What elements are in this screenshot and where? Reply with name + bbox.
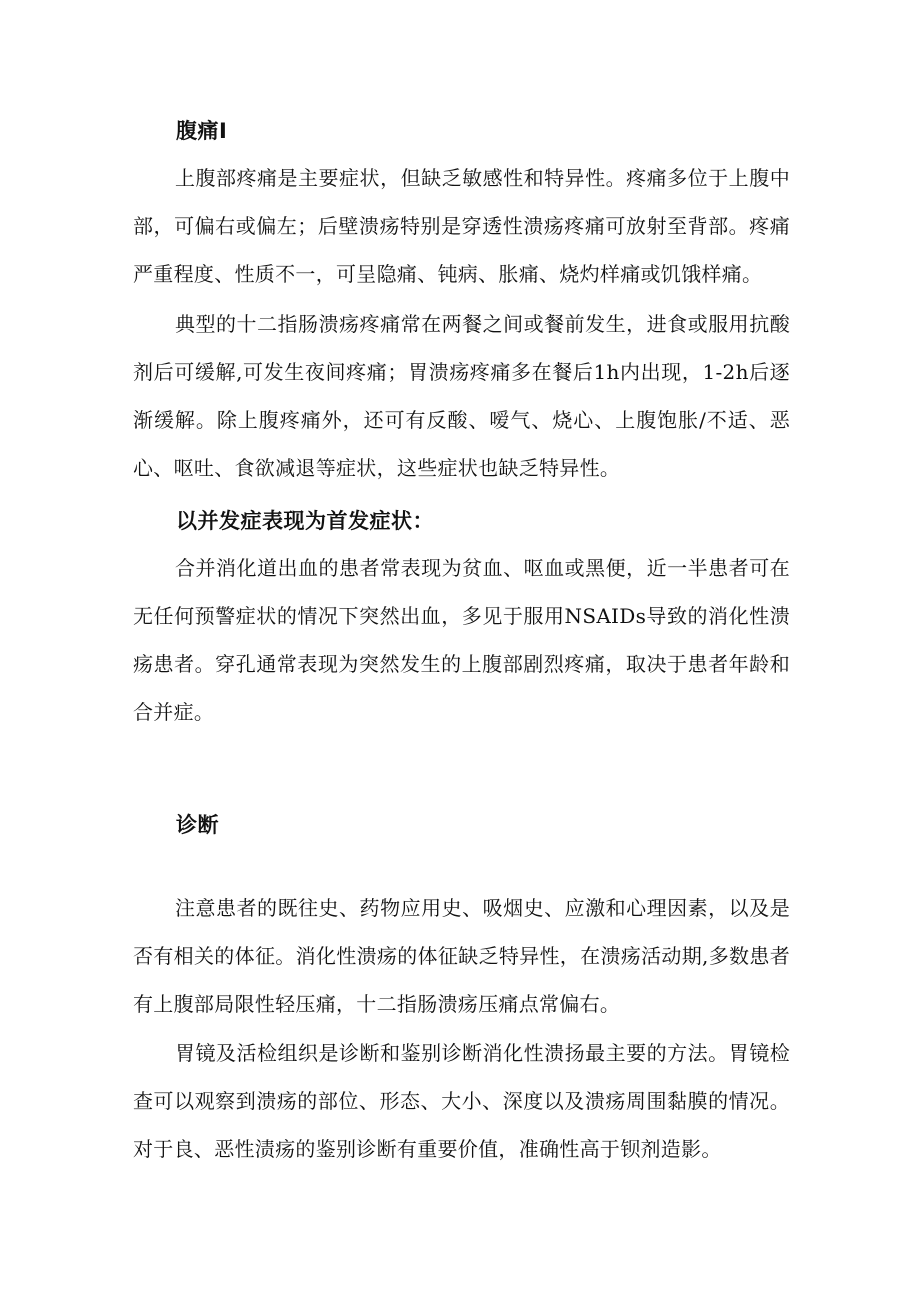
paragraph-bleeding-perforation: 合并消化道出血的患者常表现为贫血、呕血或黑便，近一半患者可在无任何预警症状的情况下突然出血，多见于服用NSAIDs导致的消化性溃疡患者。穿孔通常表现为突然发生的上腹部剧烈疼痛，取决于患者年龄和合并症。 (133, 556, 790, 724)
paragraph-history-signs: 注意患者的既往史、药物应用史、吸烟史、应激和心理因素，以及是否有相关的体征。消化性溃疡的体征缺乏特异性，在溃疡活动期,多数患者有上腹部局限性轻压痛，十二指肠溃疡压痛点常偏右。 (133, 896, 790, 1016)
section-heading-complications: 以并发症表现为首发症状： (176, 509, 434, 533)
paragraph-pain-timing: 典型的十二指肠溃疡疼痛常在两餐之间或餐前发生，进食或服用抗酸剂后可缓解,可发生夜间疼痛；胃溃疡疼痛多在餐后1h内出现，1-2h后逐渐缓解。除上腹疼痛外，还可有反酸、嗳气、烧心、上腹饱胀/不适、恶心、呕吐、食欲减退等症状，这些症状也缺乏特异性。 (133, 312, 790, 480)
section-heading-diagnosis: 诊断 (176, 813, 219, 837)
paragraph-endoscopy: 胃镜及活检组织是诊断和鉴别诊断消化性溃扬最主要的方法。胃镜检查可以观察到溃疡的部位、形态、大小、深度以及溃疡周围黏膜的情况。对于良、恶性渍疡的鉴别诊断有重要价值，准确性高于钡剂造影。 (133, 1041, 790, 1161)
section-heading-abdominal-pain: 腹痛I (176, 119, 228, 143)
paragraph-pain-description: 上腹部疼痛是主要症状，但缺乏敏感性和特异性。疼痛多位于上腹中部，可偏右或偏左；后壁溃疡特别是穿透性溃疡疼痛可放射至背部。疼痛严重程度、性质不一，可呈隐痛、钝病、胀痛、烧灼样痛或饥饿样痛。 (133, 166, 790, 286)
